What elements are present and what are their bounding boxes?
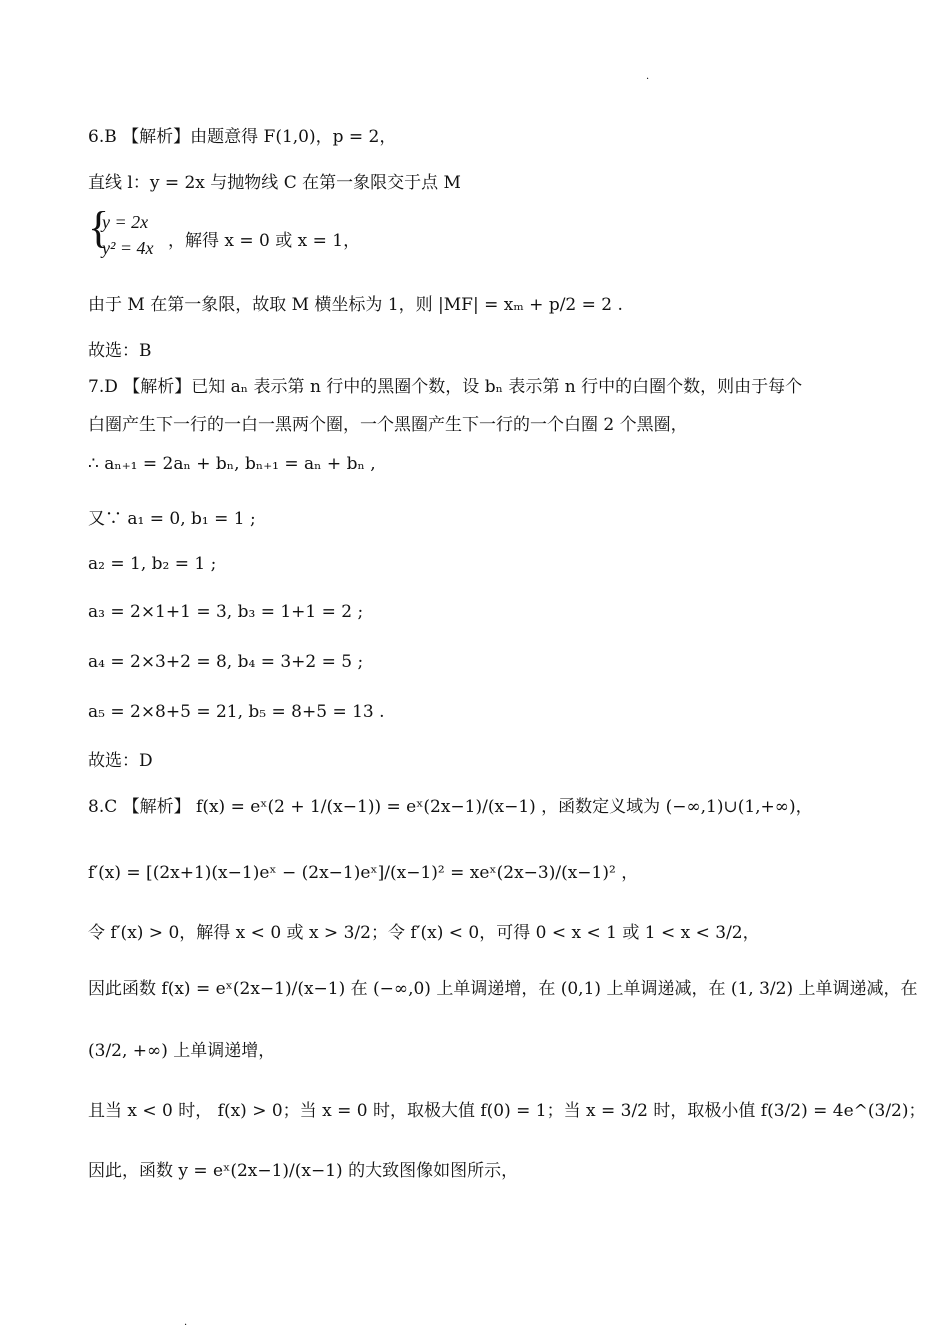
answer-6-conclusion: 由于 M 在第一象限，故取 M 横坐标为 1，则 |MF| = xₘ + p/2 = 2 . (88, 295, 623, 315)
system-row-1: y = 2x (102, 212, 149, 232)
initial-values: 又∵ a₁ = 0, b₁ = 1 ; (88, 509, 256, 529)
system-solution: ，解得 x = 0 或 x = 1， (168, 231, 361, 251)
stray-dot: · (646, 74, 650, 85)
graph-intro: 因此，函数 y = eˣ(2x−1)/(x−1) 的大致图像如图所示， (88, 1161, 519, 1181)
stray-dot-bottom: · (184, 1320, 188, 1331)
monotonicity-cont: (3/2, +∞) 上单调递增， (88, 1041, 276, 1061)
sign-analysis: 令 f′(x) > 0，解得 x < 0 或 x > 3/2；令 f′(x) < 0，可得 0 < x < 1 或 1 < x < 3/2， (88, 923, 760, 943)
system-row-2: y² = 4x (102, 238, 154, 258)
answer-7-header: 7.D 【解析】已知 aₙ 表示第 n 行中的黑圈个数，设 bₙ 表示第 n 行中的白圈个数，则由于每个 (88, 377, 803, 397)
answer-7-choice: 故选：D (88, 751, 153, 771)
answer-6-choice: 故选：B (88, 341, 152, 361)
derivative: f′(x) = [(2x+1)(x−1)eˣ − (2x−1)eˣ]/(x−1)² = xeˣ(2x−3)/(x−1)² ， (88, 863, 639, 883)
step-a5: a₅ = 2×8+5 = 21, b₅ = 8+5 = 13 . (88, 702, 385, 722)
answer-7-explain: 白圈产生下一行的一白一黑两个圈，一个黑圈产生下一行的一个白圈 2 个黑圈， (88, 415, 688, 435)
answer-8-header: 8.C 【解析】 f(x) = eˣ(2 + 1/(x−1)) = eˣ(2x−1)/(x−1) ，函数定义域为 (−∞,1)∪(1,+∞)， (88, 797, 813, 817)
recurrence-relation: ∴ aₙ₊₁ = 2aₙ + bₙ, bₙ₊₁ = aₙ + bₙ , (88, 454, 376, 474)
step-a2: a₂ = 1, b₂ = 1 ; (88, 554, 217, 574)
answer-6-line-intersection: 直线 l：y = 2x 与抛物线 C 在第一象限交于点 M (88, 173, 461, 193)
answer-6-header: 6.B 【解析】由题意得 F(1,0)，p = 2， (88, 127, 397, 147)
equation-system (88, 203, 388, 262)
monotonicity: 因此函数 f(x) = eˣ(2x−1)/(x−1) 在 (−∞,0) 上单调递增，在 (0,1) 上单调递减，在 (1, 3/2) 上单调递减，在 (88, 979, 918, 999)
step-a4: a₄ = 2×3+2 = 8, b₄ = 3+2 = 5 ; (88, 652, 364, 672)
brace: { (88, 203, 110, 252)
extrema: 且当 x < 0 时， f(x) > 0；当 x = 0 时，取极大值 f(0) = 1；当 x = 3/2 时，取极小值 f(3/2) = 4e^(3/2)； (88, 1101, 926, 1121)
step-a3: a₃ = 2×1+1 = 3, b₃ = 1+1 = 2 ; (88, 602, 364, 622)
